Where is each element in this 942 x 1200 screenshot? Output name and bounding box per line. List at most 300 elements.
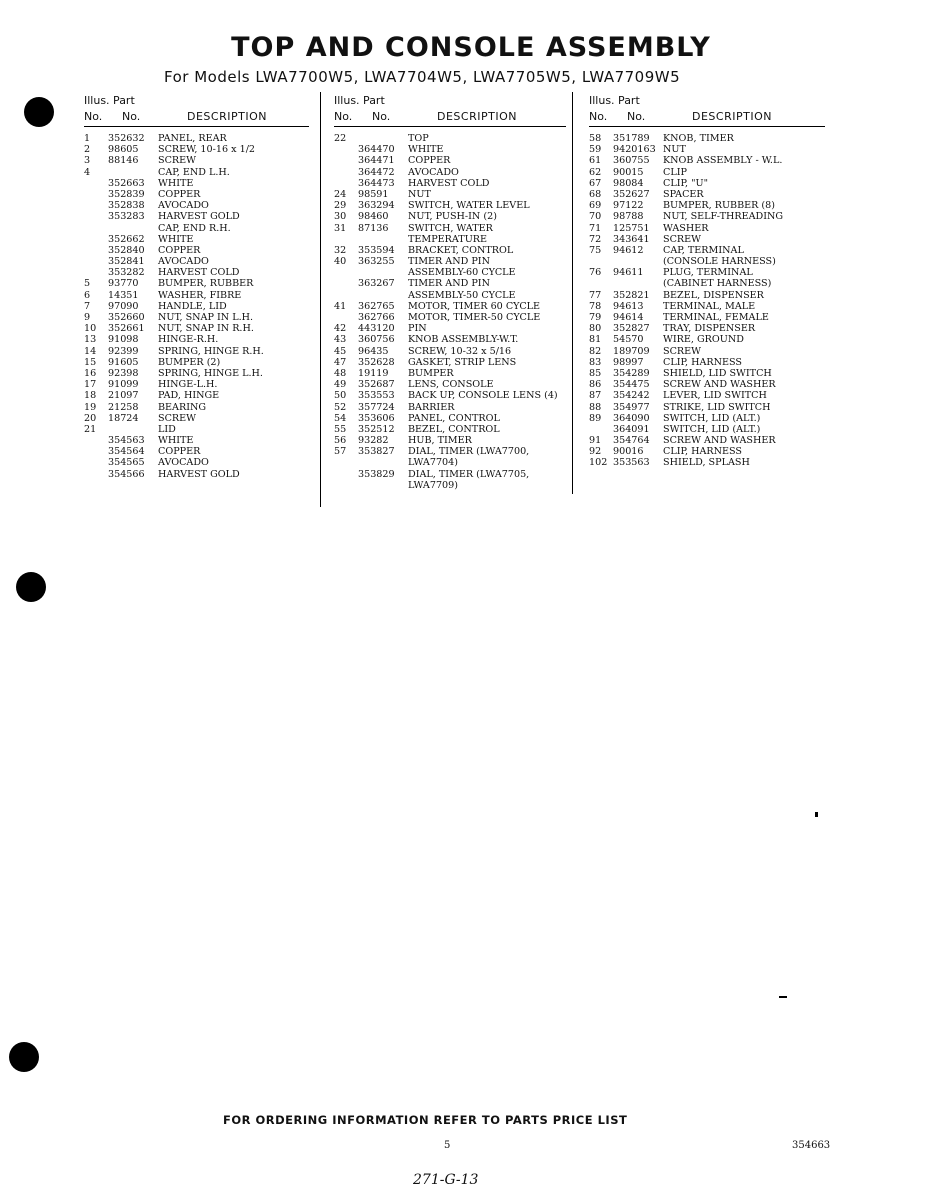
illus-number: 5 [84, 278, 91, 290]
part-number: 354565 [108, 457, 145, 469]
parts-row [334, 323, 566, 334]
part-description: WHITE [158, 177, 194, 189]
parts-row [334, 457, 566, 468]
page-title: TOP AND CONSOLE ASSEMBLY [231, 32, 711, 63]
parts-row [334, 390, 566, 401]
parts-row [589, 223, 825, 234]
part-number: 88146 [108, 155, 139, 167]
part-description: ASSEMBLY-60 CYCLE [408, 267, 516, 279]
illus-number: 4 [84, 166, 91, 178]
part-description: TRAY, DISPENSER [663, 323, 756, 335]
part-description: SCREW [158, 412, 197, 424]
part-number: 90016 [613, 446, 644, 458]
parts-row [334, 346, 566, 357]
parts-row [334, 189, 566, 200]
illus-number: 71 [589, 222, 602, 234]
parts-row [334, 446, 566, 457]
part-description: HARVEST COLD [158, 267, 240, 279]
illus-number: 86 [589, 379, 602, 391]
part-description: BEZEL, DISPENSER [663, 289, 764, 301]
parts-row [589, 312, 825, 323]
parts-row [84, 155, 309, 166]
scan-speck [779, 996, 787, 998]
binder-hole-middle [16, 572, 46, 602]
illus-number: 43 [334, 334, 347, 346]
parts-row [589, 457, 825, 468]
header-illus-part: Illus. Part [334, 94, 385, 107]
illus-number: 87 [589, 390, 602, 402]
parts-row [84, 323, 309, 334]
illus-number: 92 [589, 446, 602, 458]
part-number: 352660 [108, 312, 145, 323]
part-description: WIRE, GROUND [663, 334, 744, 346]
parts-row [589, 189, 825, 200]
part-description: SWITCH, LID (ALT.) [663, 423, 761, 435]
illus-number: 13 [84, 334, 97, 346]
parts-row [84, 200, 309, 211]
parts-row [334, 368, 566, 379]
illus-number: 16 [84, 367, 97, 379]
part-number: 9420163 [613, 144, 656, 156]
illus-number: 40 [334, 256, 347, 268]
part-description: HINGE-R.H. [158, 334, 219, 346]
parts-row [589, 256, 825, 267]
part-description: TIMER AND PIN [408, 256, 490, 268]
header-description: DESCRIPTION [437, 110, 517, 123]
parts-row [84, 457, 309, 468]
parts-row [334, 167, 566, 178]
part-number: 87136 [358, 222, 389, 234]
parts-row [334, 178, 566, 189]
part-number: 354977 [613, 401, 650, 413]
page-subtitle: For Models LWA7700W5, LWA7704W5, LWA7705W5, LWA7709W5 [164, 68, 681, 86]
part-number: 352838 [108, 200, 145, 212]
part-number: 93282 [358, 435, 389, 447]
part-description: KNOB ASSEMBLY - W.L. [663, 155, 783, 167]
parts-row [84, 346, 309, 357]
parts-row [589, 290, 825, 301]
part-number: 97122 [613, 200, 644, 212]
part-description: SCREW, 10-16 x 1/2 [158, 144, 256, 156]
part-number: 354289 [613, 367, 650, 379]
part-description: CLIP, HARNESS [663, 446, 743, 458]
part-number: 54570 [613, 334, 644, 346]
illus-number: 79 [589, 312, 602, 323]
part-number: 364471 [358, 155, 395, 167]
illus-number: 56 [334, 435, 347, 447]
header-illus-no: No. [334, 110, 353, 123]
parts-row [589, 446, 825, 457]
illus-number: 62 [589, 166, 602, 178]
column-header [589, 94, 825, 127]
parts-row [84, 446, 309, 457]
illus-number: 7 [84, 300, 91, 312]
part-number: 21097 [108, 390, 139, 402]
part-number: 353606 [358, 412, 395, 424]
part-description: STRIKE, LID SWITCH [663, 401, 771, 413]
parts-row [84, 178, 309, 189]
part-number: 21258 [108, 401, 139, 413]
part-description: PIN [408, 323, 427, 335]
part-description: HARVEST GOLD [158, 211, 240, 223]
part-number: 354563 [108, 435, 145, 447]
part-description: LEVER, LID SWITCH [663, 390, 767, 402]
illus-number: 2 [84, 144, 91, 156]
part-number: 364470 [358, 144, 395, 156]
part-description: LWA7709) [408, 479, 459, 491]
parts-row [84, 368, 309, 379]
part-description: HARVEST COLD [408, 177, 490, 189]
page-number: 5 [444, 1140, 451, 1151]
parts-row [334, 200, 566, 211]
parts-row [84, 413, 309, 424]
illus-number: 41 [334, 300, 347, 312]
part-description: DIAL, TIMER (LWA7700, [408, 446, 530, 458]
column-divider [320, 92, 321, 507]
illus-number: 57 [334, 446, 347, 458]
parts-row [334, 312, 566, 323]
part-number: 96435 [358, 345, 389, 357]
illus-number: 6 [84, 289, 91, 301]
part-description: BARRIER [408, 401, 455, 413]
illus-number: 67 [589, 177, 602, 189]
part-number: 91098 [108, 334, 139, 346]
illus-number: 69 [589, 200, 602, 212]
parts-row [589, 379, 825, 390]
parts-row [84, 424, 309, 435]
part-description: COPPER [408, 155, 451, 167]
part-description: SPRING, HINGE R.H. [158, 345, 264, 357]
part-description: HANDLE, LID [158, 300, 227, 312]
parts-row [84, 301, 309, 312]
part-number: 353553 [358, 390, 395, 402]
illus-number: 29 [334, 200, 347, 212]
part-description: LWA7704) [408, 457, 459, 469]
part-description: CLIP [663, 166, 687, 178]
part-number: 352840 [108, 244, 145, 256]
parts-row [84, 435, 309, 446]
part-number: 364090 [613, 412, 650, 424]
illus-number: 22 [334, 133, 347, 144]
parts-row [589, 155, 825, 166]
part-description: BRACKET, CONTROL [408, 244, 514, 256]
illus-number: 76 [589, 267, 602, 279]
parts-row [84, 167, 309, 178]
part-number: 352662 [108, 233, 145, 245]
part-number: 354242 [613, 390, 650, 402]
part-number: 352663 [108, 177, 145, 189]
part-number: 98788 [613, 211, 644, 223]
illus-number: 88 [589, 401, 602, 413]
ordering-info-footer: FOR ORDERING INFORMATION REFER TO PARTS PRICE LIST [223, 1113, 628, 1127]
part-description: COPPER [158, 244, 201, 256]
part-description: TOP [408, 133, 429, 144]
part-number: 189709 [613, 345, 650, 357]
illus-number: 30 [334, 211, 347, 223]
part-description: NUT [408, 188, 431, 200]
part-description: BUMPER, RUBBER (8) [663, 200, 776, 212]
part-number: 343641 [613, 233, 650, 245]
part-description: GASKET, STRIP LENS [408, 356, 517, 368]
part-number: 94611 [613, 267, 644, 279]
parts-row [334, 278, 566, 289]
part-description: SPACER [663, 188, 704, 200]
part-description: AVOCADO [408, 166, 459, 178]
part-number: 92398 [108, 367, 139, 379]
part-description: ASSEMBLY-50 CYCLE [408, 289, 516, 301]
parts-row [84, 256, 309, 267]
part-description: NUT, SNAP IN L.H. [158, 312, 254, 323]
parts-row [334, 402, 566, 413]
part-description: SWITCH, WATER [408, 222, 493, 234]
part-description: AVOCADO [158, 256, 209, 268]
part-description: SCREW AND WASHER [663, 435, 776, 447]
parts-row [334, 424, 566, 435]
part-number: 18724 [108, 412, 139, 424]
illus-number: 48 [334, 367, 347, 379]
part-description: SCREW [663, 233, 702, 245]
parts-row [334, 357, 566, 368]
parts-row [334, 290, 566, 301]
part-number: 354564 [108, 446, 145, 458]
parts-row [334, 480, 566, 491]
illus-number: 77 [589, 289, 602, 301]
part-description: SCREW [663, 345, 702, 357]
handwritten-number: 271-G-13 [413, 1172, 479, 1188]
illus-number: 49 [334, 379, 347, 391]
part-description: CAP, END L.H. [158, 166, 230, 178]
illus-number: 24 [334, 188, 347, 200]
header-description: DESCRIPTION [692, 110, 772, 123]
parts-row [589, 178, 825, 189]
part-number: 364473 [358, 177, 395, 189]
illus-number: 50 [334, 390, 347, 402]
part-number: 352839 [108, 188, 145, 200]
part-number: 443120 [358, 323, 395, 335]
part-number: 91099 [108, 379, 139, 391]
parts-row [334, 301, 566, 312]
illus-number: 80 [589, 323, 602, 335]
part-number: 352661 [108, 323, 145, 335]
part-description: TERMINAL, MALE [663, 300, 756, 312]
part-description: NUT [663, 144, 686, 156]
part-number: 352627 [613, 188, 650, 200]
illus-number: 3 [84, 155, 91, 167]
part-number: 93770 [108, 278, 139, 290]
part-number: 353827 [358, 446, 395, 458]
parts-column-3 [589, 94, 825, 469]
part-description: SHIELD, SPLASH [663, 457, 750, 469]
header-description: DESCRIPTION [187, 110, 267, 123]
illus-number: 68 [589, 188, 602, 200]
illus-number: 17 [84, 379, 97, 391]
illus-number: 18 [84, 390, 97, 402]
part-number: 353282 [108, 267, 145, 279]
parts-row [589, 413, 825, 424]
parts-row [589, 278, 825, 289]
illus-number: 45 [334, 345, 347, 357]
part-number: 98591 [358, 188, 389, 200]
part-number: 91605 [108, 356, 139, 368]
illus-number: 58 [589, 133, 602, 144]
part-number: 351789 [613, 133, 650, 144]
parts-row [84, 189, 309, 200]
parts-row [589, 200, 825, 211]
parts-column-1 [84, 94, 309, 480]
part-description: WHITE [408, 144, 444, 156]
part-number: 98605 [108, 144, 139, 156]
parts-row [84, 390, 309, 401]
column-header [84, 94, 309, 127]
header-illus-part: Illus. Part [589, 94, 640, 107]
part-number: 357724 [358, 401, 395, 413]
part-description: HUB, TIMER [408, 435, 472, 447]
illus-number: 19 [84, 401, 97, 413]
parts-row [84, 211, 309, 222]
parts-row [334, 133, 566, 144]
part-description: CLIP, HARNESS [663, 356, 743, 368]
parts-row [589, 346, 825, 357]
parts-row [334, 155, 566, 166]
illus-number: 9 [84, 312, 91, 323]
part-number: 352841 [108, 256, 145, 268]
part-description: BACK UP, CONSOLE LENS (4) [408, 390, 558, 402]
column-divider [572, 92, 573, 494]
part-number: 353829 [358, 468, 395, 480]
part-description: SHIELD, LID SWITCH [663, 367, 772, 379]
part-number: 354764 [613, 435, 650, 447]
parts-row [589, 435, 825, 446]
part-number: 362765 [358, 300, 395, 312]
parts-row [589, 211, 825, 222]
part-description: NUT, SNAP IN R.H. [158, 323, 254, 335]
parts-row [84, 133, 309, 144]
parts-row [334, 223, 566, 234]
part-description: WHITE [158, 435, 194, 447]
part-description: SWITCH, LID (ALT.) [663, 412, 761, 424]
parts-row [334, 256, 566, 267]
parts-row [84, 402, 309, 413]
illus-number: 59 [589, 144, 602, 156]
part-number: 363255 [358, 256, 395, 268]
part-number: 360756 [358, 334, 395, 346]
parts-row [334, 144, 566, 155]
parts-row [84, 144, 309, 155]
part-number: 352687 [358, 379, 395, 391]
parts-row [589, 167, 825, 178]
illus-number: 32 [334, 244, 347, 256]
part-number: 353563 [613, 457, 650, 469]
illus-number: 31 [334, 222, 347, 234]
parts-row [589, 390, 825, 401]
parts-row [84, 290, 309, 301]
part-description: AVOCADO [158, 457, 209, 469]
part-number: 354475 [613, 379, 650, 391]
parts-row [589, 133, 825, 144]
part-description: SCREW AND WASHER [663, 379, 776, 391]
part-number: 353594 [358, 244, 395, 256]
column-header [334, 94, 566, 127]
part-number: 94613 [613, 300, 644, 312]
parts-row [334, 211, 566, 222]
part-description: HINGE-L.H. [158, 379, 218, 391]
part-description: DIAL, TIMER (LWA7705, [408, 468, 530, 480]
parts-row [84, 245, 309, 256]
illus-number: 47 [334, 356, 347, 368]
header-part-no: No. [372, 110, 391, 123]
part-description: CAP, END R.H. [158, 222, 231, 234]
part-description: TIMER AND PIN [408, 278, 490, 290]
part-description: BUMPER (2) [158, 356, 221, 368]
part-description: WASHER, FIBRE [158, 289, 242, 301]
part-description: PANEL, REAR [158, 133, 227, 144]
part-description: NUT, SELF-THREADING [663, 211, 784, 223]
part-number: 98084 [613, 177, 644, 189]
parts-column-2 [334, 94, 566, 491]
part-description: CAP, TERMINAL [663, 244, 744, 256]
part-number: 362766 [358, 312, 395, 323]
part-number: 352821 [613, 289, 650, 301]
binder-hole-top [24, 97, 54, 127]
illus-number: 82 [589, 345, 602, 357]
part-description: (CABINET HARNESS) [663, 278, 772, 290]
part-description: SPRING, HINGE L.H. [158, 367, 263, 379]
part-description: CLIP, "U" [663, 177, 709, 189]
parts-list [589, 133, 825, 469]
part-number: 352512 [358, 423, 395, 435]
part-description: PANEL, CONTROL [408, 412, 500, 424]
part-description: KNOB, TIMER [663, 133, 734, 144]
parts-row [84, 234, 309, 245]
part-description: SWITCH, WATER LEVEL [408, 200, 530, 212]
illus-number: 83 [589, 356, 602, 368]
part-number: 363267 [358, 278, 395, 290]
part-description: PLUG, TERMINAL [663, 267, 753, 279]
part-number: 353283 [108, 211, 145, 223]
parts-row [334, 267, 566, 278]
header-illus-no: No. [84, 110, 103, 123]
part-description: KNOB ASSEMBLY-W.T. [408, 334, 519, 346]
part-description: (CONSOLE HARNESS) [663, 256, 776, 268]
part-description: LENS, CONSOLE [408, 379, 494, 391]
binder-hole-bottom [9, 1042, 39, 1072]
part-number: 92399 [108, 345, 139, 357]
illus-number: 21 [84, 423, 97, 435]
part-number: 19119 [358, 367, 389, 379]
part-number: 352628 [358, 356, 395, 368]
parts-row [334, 379, 566, 390]
parts-row [84, 357, 309, 368]
parts-row [589, 323, 825, 334]
parts-row [589, 357, 825, 368]
illus-number: 85 [589, 367, 602, 379]
parts-row [84, 223, 309, 234]
part-number: 97090 [108, 300, 139, 312]
part-number: 14351 [108, 289, 139, 301]
illus-number: 15 [84, 356, 97, 368]
illus-number: 70 [589, 211, 602, 223]
illus-number: 89 [589, 412, 602, 424]
part-number: 98460 [358, 211, 389, 223]
parts-row [589, 301, 825, 312]
part-number: 94612 [613, 244, 644, 256]
header-part-no: No. [627, 110, 646, 123]
scan-speck [815, 812, 818, 817]
parts-list [84, 133, 309, 480]
illus-number: 91 [589, 435, 602, 447]
illus-number: 61 [589, 155, 602, 167]
parts-row [84, 312, 309, 323]
